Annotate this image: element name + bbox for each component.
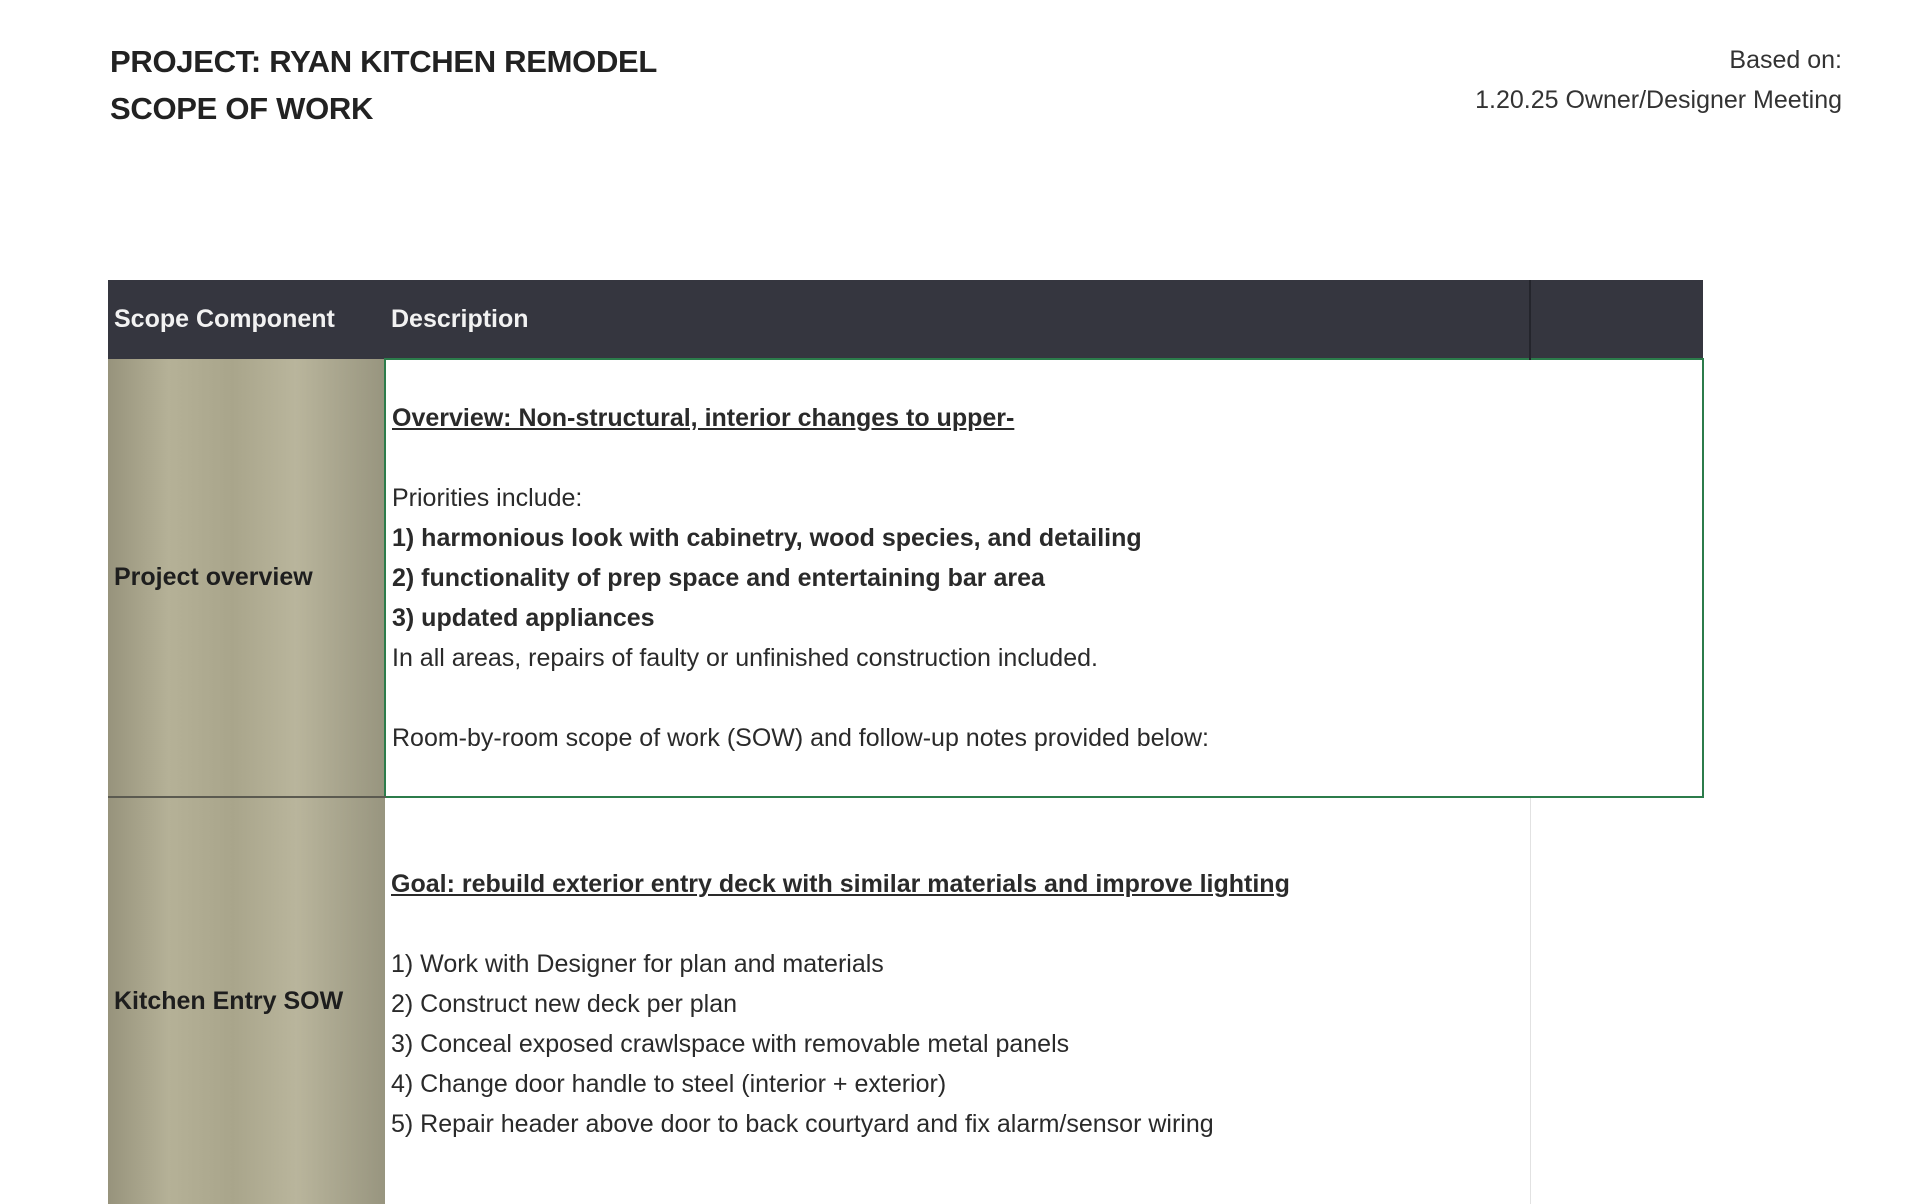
description-cell-selected[interactable] xyxy=(385,359,1703,797)
sow-item: 3) Conceal exposed crawlspace with removable metal panels xyxy=(391,1030,1070,1058)
description-cell[interactable] xyxy=(385,797,1530,1204)
column-header-empty[interactable] xyxy=(1530,280,1703,359)
priority-item: 2) functionality of prep space and entertaining bar area xyxy=(392,564,1045,592)
sow-item: 2) Construct new deck per plan xyxy=(391,990,738,1018)
document-subtitle: SCOPE OF WORK xyxy=(110,91,374,126)
based-on-label: Based on: xyxy=(1729,46,1842,74)
sow-item: 5) Repair header above door to back courtyard and fix alarm/sensor wiring xyxy=(391,1110,1214,1138)
sow-item: 4) Change door handle to steel (interior + exterior) xyxy=(391,1070,947,1098)
goal-heading: Goal: rebuild exterior entry deck with similar materials and improve lighting xyxy=(391,870,1290,898)
table-row-project-overview xyxy=(108,359,1703,797)
column-header-scope-component[interactable]: Scope Component xyxy=(108,280,385,359)
table-row-kitchen-entry xyxy=(108,797,1703,1204)
project-title: PROJECT: RYAN KITCHEN REMODEL xyxy=(110,44,658,79)
scope-component-cell[interactable]: Project overview xyxy=(108,359,385,797)
based-on-block xyxy=(1475,40,1842,120)
overview-heading: Overview: Non-structural, interior changes to upper- xyxy=(392,404,1015,432)
column-header-description[interactable]: Description xyxy=(385,280,1530,359)
table-header-row xyxy=(108,280,1703,359)
scope-component-cell[interactable]: Kitchen Entry SOW xyxy=(108,797,385,1204)
repairs-note: In all areas, repairs of faulty or unfinished construction included. xyxy=(392,644,1098,672)
based-on-value: 1.20.25 Owner/Designer Meeting xyxy=(1475,86,1842,114)
sow-footer-note: Room-by-room scope of work (SOW) and follow-up notes provided below: xyxy=(392,724,1210,752)
sow-item: 1) Work with Designer for plan and materials xyxy=(391,950,884,978)
priority-item: 3) updated appliances xyxy=(392,604,655,632)
priorities-intro: Priorities include: xyxy=(392,484,583,512)
scope-of-work-table xyxy=(108,280,1704,1204)
priority-item: 1) harmonious look with cabinetry, wood species, and detailing xyxy=(392,524,1142,552)
document-title-block xyxy=(110,38,657,132)
empty-cell[interactable] xyxy=(1530,797,1703,1204)
